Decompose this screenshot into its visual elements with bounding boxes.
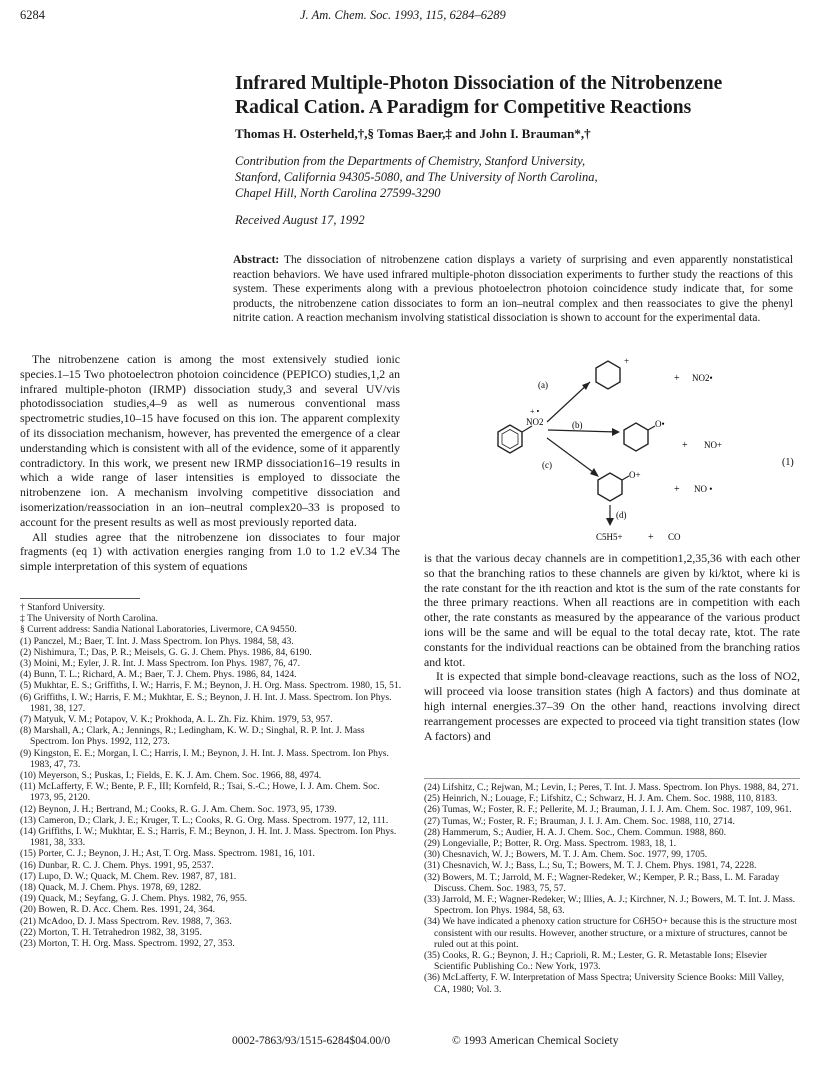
reference-entry: (25) Heinrich, N.; Louage, F.; Lifshitz, C.; Schwarz, H. J. Am. Chem. Soc. 1988, 110, 8183. (424, 793, 778, 805)
footnote: (10) Meyerson, S.; Puskas, I.; Fields, E. K. J. Am. Chem. Soc. 1966, 88, 4974. (20, 770, 322, 782)
product-b-plus: + (682, 440, 688, 451)
reference-entry: (26) Tumas, W.; Foster, R. F.; Pellerite, M. J.; Brauman, J. I. J. Am. Chem. Soc. 1987, 109, 961. (424, 804, 792, 816)
arrow-d-head (606, 518, 614, 526)
footnote: (4) Bunn, T. L.; Richard, A. M.; Baer, T. J. Chem. Phys. 1986, 84, 1424. (20, 669, 297, 681)
product-c-bond (622, 476, 629, 480)
abstract-label: Abstract: (233, 254, 280, 266)
reference-entry: (34) We have indicated a phenoxy cation structure for C6H5O+ because this is the structure most consistent with our results. However, another structure, or a mixture of structures, cannot be ruled out at this point. (424, 916, 797, 950)
footnote: (15) Porter, C. J.; Beynon, J. H.; Ast, T. Org. Mass. Spectrom. 1981, 16, 101. (20, 848, 315, 860)
footnote: (2) Nishimura, T.; Das, P. R.; Meisels, G. G. J. Chem. Phys. 1986, 84, 6190. (20, 646, 312, 658)
footnote: (23) Morton, T. H. Org. Mass. Spectrom. 1992, 27, 353. (20, 938, 235, 950)
affiliation-line-2: Stanford, California 94305-5080, and The University of North Carolina, (235, 170, 598, 184)
reference-entry: (30) Chesnavich, W. J.; Bowers, M. T. J. Am. Chem. Soc. 1977, 99, 1705. (424, 849, 708, 861)
product-c-plus: + (674, 484, 680, 495)
body-paragraph-1: The nitrobenzene cation is among the most extensively studied ionic species.1–15 Two photoelectron photoion coincidence (PEPICO) studies,1,2 an infrared multiple-photon (IRMP) dissociation study,3 and several UV/vis photodissociation studies,4–9 as well as numerous conventional mass spectrometric studies,10–15 have focused on this ion. The apparent complexity of its dissociation mechanism, however, has prevented the emergence of a clear understanding which is consistent with all of the evidence, some of it apparently contradictory. In this work, we present new IRMP dissociation16–19 results in which a wide range of laser intensities is employed to dissociate the nitrobenzene ion. A mechanism involving competitive dissociation and isomerization/reassociation in an ion–neutral complex20–33 is proposed to account for the present results as well as most previously reported data. (20, 352, 400, 529)
arrow-a (547, 382, 590, 422)
title-line-2: Radical Cation. A Paradigm for Competitive Reactions (235, 97, 692, 118)
body-paragraph-4: It is expected that simple bond-cleavage reactions, such as the loss of NO2, will proceed via loose transition states (high A factors) and thus dominate at high internal energies.37–39 On the other hand, reactions involving direct rearrangement processes are expected to proceed via tight transition states (low A factors) and (424, 669, 800, 743)
article-title (235, 72, 795, 120)
footnote: (17) Lupo, D. W.; Quack, M. Chem. Rev. 1987, 87, 181. (20, 870, 237, 882)
reference-entry: (24) Lifshitz, C.; Rejwan, M.; Levin, I.; Peres, T. Int. J. Mass. Spectrom. Ion Phys. 1988, 84, 271. (424, 782, 799, 793)
affiliation-line-3: Chapel Hill, North Carolina 27599-3290 (235, 186, 441, 200)
arrow-b (548, 430, 617, 432)
product-b-partner: NO+ (704, 440, 723, 450)
label-c: (c) (542, 460, 552, 470)
reference-entry: (27) Tumas, W.; Foster, R. F.; Brauman, J. I. J. Am. Chem. Soc. 1988, 110, 2714. (424, 815, 735, 827)
arrow-c (547, 438, 597, 475)
product-d-partner: CO (668, 532, 681, 542)
product-c-group: O+ (629, 470, 641, 480)
reference-entry: (29) Longevialle, P.; Botter, R. Org. Mass. Spectrom. 1983, 18, 1. (424, 838, 677, 850)
footnote: (18) Quack, M. J. Chem. Phys. 1978, 69, 1282. (20, 882, 202, 894)
footnote: (6) Griffiths, I. W.; Harris, F. M.; Mukhtar, E. S.; Beynon, J. H. Int. J. Mass. Spectrom. Ion Phys. 1981, 38, 127. (20, 691, 392, 714)
footnote: (7) Matyuk, V. M.; Potapov, V. K.; Prokhoda, A. L. Zh. Fiz. Khim. 1979, 53, 957. (20, 714, 333, 726)
footnote: ‡ The University of North Carolina. (20, 613, 158, 625)
author-list: Thomas H. Osterheld,†,§ Tomas Baer,‡ and John I. Brauman*,† (235, 126, 591, 141)
reference-entry: (32) Bowers, M. T.; Jarrold, M. F.; Wagner-Redeker, W.; Kemper, P. R.; Bass, L. M. Faraday Discuss. Chem. Soc. 1983, 75, 57. (424, 871, 780, 894)
footnote: (1) Panczel, M.; Baer, T. Int. J. Mass Spectrom. Ion Phys. 1984, 58, 43. (20, 635, 294, 647)
body-paragraph-2: All studies agree that the nitrobenzene ion dissociates to four major fragments (eq 1) with activation energies ranging from 1.0 to 1.2 eV.34 The simple interpretation of this system of equations (20, 529, 400, 574)
affiliation-line-1: Contribution from the Departments of Chemistry, Stanford University, (235, 154, 586, 168)
reference-entry: (33) Jarrold, M. F.; Wagner-Redeker, W.; Illies, A. J.; Kirchner, N. J.; Bowers, M. T. Int. J. Mass. Spectrom. Ion Phys. 1984, 58, 63. (424, 894, 796, 917)
equation-number: (1) (782, 457, 794, 468)
reference-entry: (31) Chesnavich, W. J.; Bass, L.; Su, T.; Bowers, M. T. J. Chem. Phys. 1981, 74, 2228. (424, 860, 757, 872)
arrow-c-head (590, 468, 599, 477)
footnote: (5) Mukhtar, E. S.; Griffiths, I. W.; Harris, F. M.; Beynon, J. H. Org. Mass. Spectrom. 1980, 15, 51. (20, 680, 402, 692)
reference-entry: (35) Cooks, R. G.; Beynon, J. H.; Caprioli, R. M.; Lester, G. R. Metastable Ions; Elsevier Scientific Publishing Co.: New York, 1973. (424, 950, 768, 973)
footnote: (13) Cameron, D.; Clark, J. E.; Kruger, T. L.; Cooks, R. G. Org. Mass. Spectrom. 1977, 12, 111. (20, 814, 389, 826)
left-column-body (20, 352, 400, 574)
arrow-b-head (612, 428, 620, 436)
footnotes (20, 602, 402, 949)
footnote: (16) Dunbar, R. C. J. Chem. Phys. 1991, 95, 2537. (20, 859, 214, 871)
product-d-plus: + (648, 532, 654, 543)
footnote: (22) Morton, T. H. Tetrahedron 1982, 38, 3195. (20, 926, 202, 938)
title-line-1: Infrared Multiple-Photon Dissociation of the Nitrobenzene (235, 73, 723, 94)
product-a-charge: + (624, 356, 630, 366)
label-a: (a) (538, 380, 548, 390)
footnote-divider (20, 598, 140, 599)
product-a-partner: NO2• (692, 373, 713, 383)
copyright-notice: © 1993 American Chemical Society (452, 1035, 619, 1047)
abstract-text: The dissociation of nitrobenzene cation displays a variety of surprising and even apparently nonstatistical reaction behaviors. We have used infrared multiple-photon dissociation experiments to further study the reactions of this system. These experiments along with a previous photoelectron photoion coincidence study indicate that, for some products, the nitrobenzene cation dissociates to form an ion–neutral complex and then reassociates to give the phenyl nitrite cation. A reaction mechanism involving statistical dissociation is shown to account for the experimental data. (233, 254, 793, 325)
reaction-scheme (412, 350, 812, 545)
reference-entry: (28) Hammerum, S.; Audier, H. A. J. Chem. Soc., Chem. Commun. 1988, 860. (424, 826, 727, 838)
product-b-group: O• (655, 419, 665, 429)
footnote: (20) Bowen, R. D. Acc. Chem. Res. 1991, 24, 364. (20, 904, 216, 916)
product-c-ring (598, 473, 622, 501)
footnote: (19) Quack, M.; Seyfang, G. J. Chem. Phys. 1982, 76, 955. (20, 893, 248, 905)
footnote: † Stanford University. (20, 602, 105, 613)
affiliation (235, 153, 755, 201)
product-a-plus: + (674, 373, 680, 384)
label-b: (b) (572, 420, 583, 430)
right-references (424, 782, 800, 995)
reactant-group: NO2 (526, 417, 544, 427)
footnote: (8) Marshall, A.; Clark, A.; Jennings, R.; Ledingham, K. W. D.; Singhal, R. P. Int. J. Mass Spectrom. Ion Phys. 1992, 112, 273. (20, 725, 365, 748)
abstract (233, 253, 793, 326)
product-b-bond (648, 426, 655, 430)
received-date: Received August 17, 1992 (235, 213, 365, 227)
footnote: § Current address: Sandia National Laboratories, Livermore, CA 94550. (20, 624, 297, 636)
footnote: (14) Griffiths, I. W.; Mukhtar, E. S.; Harris, F. M.; Beynon, J. H. Int. J. Mass. Spectrom. Ion Phys. 1981, 38, 333. (20, 826, 397, 849)
body-paragraph-3: is that the various decay channels are in competition1,2,35,36 with each other so that the branching ratios to these channels are given by ki/ktot, where ki is the rate constant for the ith reaction and ktot is the sum of the rate constants for the three primary reactions. When all reactions are in competition with each other, the rate constants as measured by the appearance of the various product ions will be the same and will be equal to the total decay rate, ktot. The rate constants for the individual reactions can be obtained from the branching ratios and ktot. (424, 551, 800, 669)
reference-entry: (36) McLafferty, F. W. Interpretation of Mass Spectra; University Science Books: Mill Valley, CA, 1980; Vol. 3. (424, 972, 784, 995)
footnote: (9) Kingston, E. E.; Morgan, I. C.; Harris, I. M.; Beynon, J. H. Int. J. Mass. Spectrom. Ion Phys. 1983, 47, 73. (20, 747, 389, 770)
reactant-ring-inner (502, 430, 518, 449)
reactant-charge: + • (530, 407, 540, 416)
footnote: (3) Moini, M.; Eyler, J. R. Int. J. Mass Spectrom. Ion Phys. 1987, 76, 47. (20, 658, 300, 670)
product-b-ring (624, 423, 648, 451)
page-number: 6284 (20, 8, 45, 22)
product-c-partner: NO • (694, 484, 713, 494)
right-column-body (424, 551, 800, 743)
references-divider (424, 778, 800, 779)
footnote: (21) McAdoo, D. J. Mass Spectrom. Rev. 1988, 7, 363. (20, 915, 232, 927)
product-a-ring (596, 361, 620, 389)
running-head: J. Am. Chem. Soc. 1993, 115, 6284–6289 (300, 8, 506, 22)
product-d: C5H5+ (596, 532, 623, 542)
footnote: (11) McLafferty, F. W.; Bente, P. F., III; Kornfeld, R.; Tsai, S.-C.; Howe, I. J. Am. Chem. Soc. 1973, 95, 2120. (20, 781, 380, 804)
footnote: (12) Beynon, J. H.; Bertrand, M.; Cooks, R. G. J. Am. Chem. Soc. 1973, 95, 1739. (20, 803, 337, 815)
label-d: (d) (616, 510, 627, 520)
article-code: 0002-7863/93/1515-6284$04.00/0 (232, 1035, 391, 1047)
